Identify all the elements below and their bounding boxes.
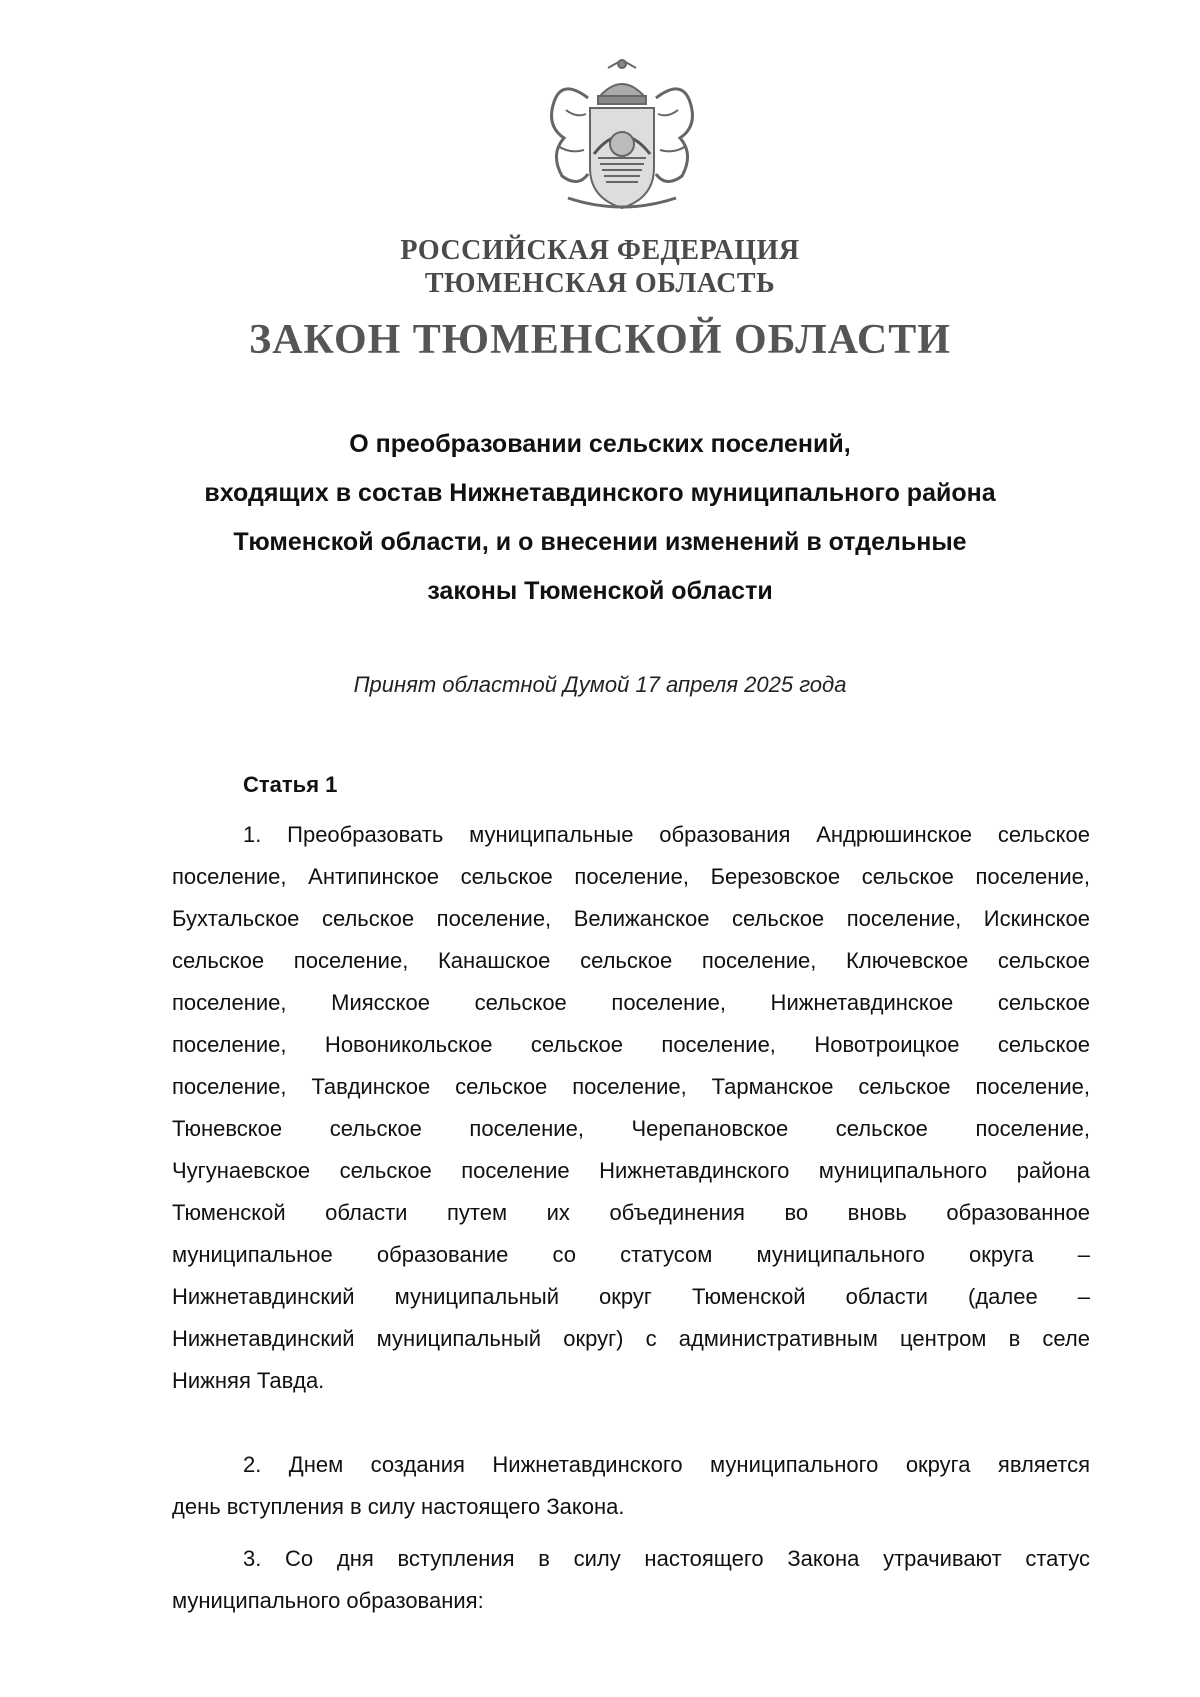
paragraph-line: Чугунаевское сельское поселение Нижнетавдинского муниципального района [172,1158,1090,1183]
paragraph-line: муниципальное образование со статусом муниципального округа – [172,1242,1090,1267]
paragraph-line: 1. Преобразовать муниципальные образования Андрюшинское сельское [243,822,1090,847]
article-paragraph-1 [172,814,1090,1402]
title-line: О преобразовании сельских поселений, [349,430,851,458]
region-heading: ТЮМЕНСКАЯ ОБЛАСТЬ [424,268,776,299]
coat-of-arms-emblem [528,58,716,216]
paragraph-line: Нижняя Тавда. [172,1368,325,1393]
title-line: Тюменской области, и о внесении изменений в отдельные [233,528,967,556]
paragraph-line: Бухтальское сельское поселение, Велижанское сельское поселение, Искинское [172,906,1090,931]
paragraph-line: Тюменской области путем их объединения во вновь образованное [172,1200,1090,1225]
paragraph-line: день вступления в силу настоящего Закона. [172,1494,625,1519]
document-title [120,420,1080,616]
title-line: входящих в состав Нижнетавдинского муниципального района [204,479,996,507]
article-heading: Статья 1 [243,772,338,797]
adoption-note: Принят областной Думой 17 апреля 2025 года [353,672,847,697]
title-line: законы Тюменской области [427,577,773,605]
law-heading: ЗАКОН ТЮМЕНСКОЙ ОБЛАСТИ [249,317,951,363]
paragraph-line: 2. Днем создания Нижнетавдинского муниципального округа является [243,1452,1090,1477]
paragraph-line: муниципального образования: [172,1588,484,1613]
paragraph-line: 3. Со дня вступления в силу настоящего Закона утрачивают статус [243,1546,1090,1571]
article-paragraph-2 [172,1444,1090,1528]
paragraph-line: сельское поселение, Канашское сельское поселение, Ключевское сельское [172,948,1090,973]
paragraph-line: поселение, Антипинское сельское поселение, Березовское сельское поселение, [172,864,1090,889]
paragraph-line: поселение, Миясское сельское поселение, Нижнетавдинское сельское [172,990,1090,1015]
paragraph-line: поселение, Тавдинское сельское поселение, Тарманское сельское поселение, [172,1074,1090,1099]
paragraph-line: Нижнетавдинский муниципальный округ Тюменской области (далее – [172,1284,1090,1309]
country-heading: РОССИЙСКАЯ ФЕДЕРАЦИЯ [400,235,800,266]
paragraph-line: поселение, Новоникольское сельское поселение, Новотроицкое сельское [172,1032,1090,1057]
paragraph-line: Тюневское сельское поселение, Черепановское сельское поселение, [172,1116,1090,1141]
paragraph-line: Нижнетавдинский муниципальный округ) с административным центром в селе [172,1326,1090,1351]
article-paragraph-3 [172,1538,1090,1622]
